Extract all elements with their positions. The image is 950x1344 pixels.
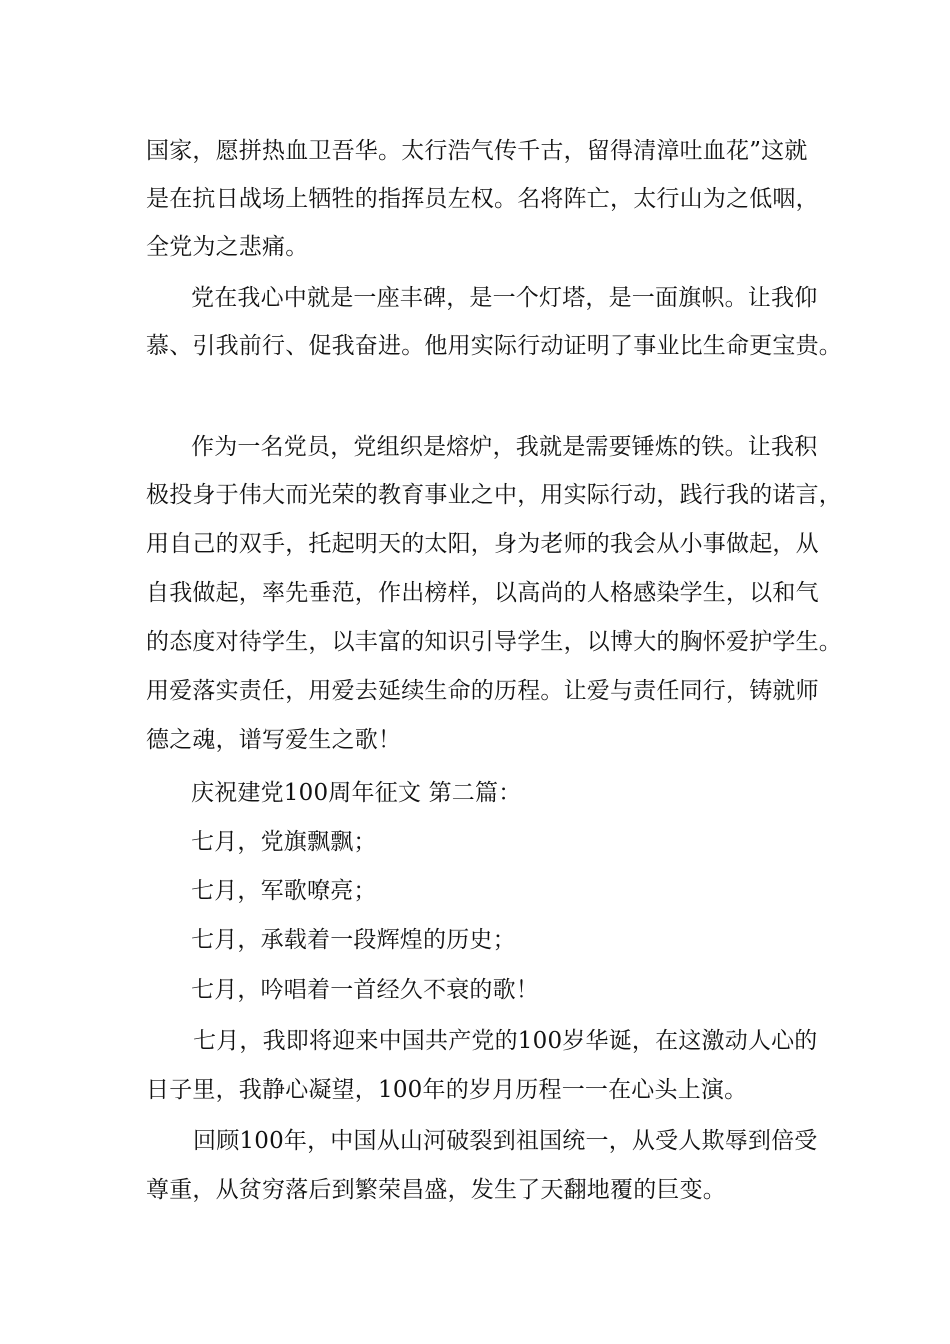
text-line: 极投身于伟大而光荣的教育事业之中，用实际行动，践行我的诺言， — [146, 482, 842, 508]
text-line: 七月，党旗飘飘； — [191, 829, 377, 855]
text-line: 全党为之悲痛。 — [146, 234, 309, 260]
text-line: 七月，承载着一段辉煌的历史； — [191, 927, 516, 953]
paragraph-first-line: 党在我心中就是一座丰碑，是一个灯塔，是一面旗帜。让我仰 — [191, 285, 818, 311]
text-line: 的态度对待学生，以丰富的知识引导学生，以博大的胸怀爱护学生。 — [146, 629, 842, 655]
text-line: 日子里，我静心凝望，100年的岁月历程一一在心头上演。 — [146, 1077, 748, 1103]
text-line: 用爱落实责任，用爱去延续生命的历程。让爱与责任同行，铸就师 — [146, 678, 819, 704]
text-line: 慕、引我前行、促我奋进。他用实际行动证明了事业比生命更宝贵。 — [146, 333, 842, 359]
paragraph-first-line: 作为一名党员，党组织是熔炉，我就是需要锤炼的铁。让我积 — [191, 434, 818, 460]
text-line: 用自己的双手，托起明天的太阳，身为老师的我会从小事做起，从 — [146, 531, 819, 557]
text-line: 国家，愿拼热血卫吾华。太行浩气传千古，留得清漳吐血花”这就 — [146, 138, 808, 164]
text-line: 七月，吟唱着一首经久不衰的歌！ — [191, 977, 539, 1003]
paragraph-first-line: 回顾100年，中国从山河破裂到祖国统一，从受人欺辱到倍受 — [193, 1128, 818, 1154]
text-line: 自我做起，率先垂范，作出榜样，以高尚的人格感染学生，以和气 — [146, 580, 819, 606]
text-line: 七月，军歌嘹亮； — [191, 878, 377, 904]
text-line: 德之魂，谱写爱生之歌！ — [146, 727, 402, 753]
paragraph-first-line: 七月，我即将迎来中国共产党的100岁华诞，在这激动人心的 — [193, 1028, 818, 1054]
section-heading: 庆祝建党100周年征文 第二篇： — [191, 780, 522, 806]
text-line: 尊重，从贫穷落后到繁荣昌盛，发生了天翻地覆的巨变。 — [146, 1177, 726, 1203]
text-line: 是在抗日战场上牺牲的指挥员左权。名将阵亡，太行山为之低咽， — [146, 186, 819, 212]
